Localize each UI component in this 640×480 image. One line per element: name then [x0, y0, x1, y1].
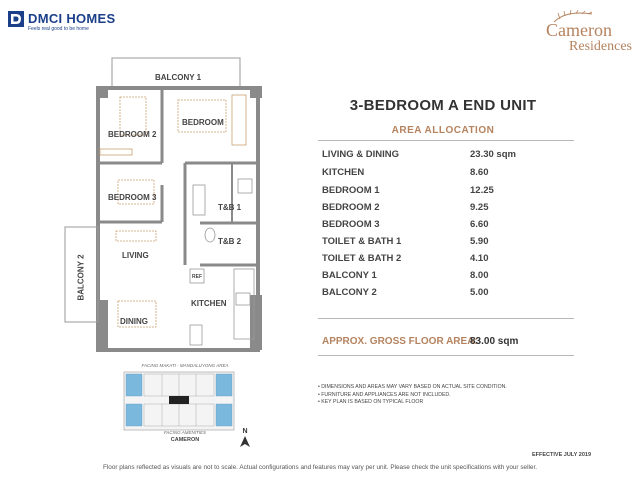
developer-name: DMCI HOMES — [28, 11, 116, 26]
area-label: BALCONY 2 — [322, 287, 377, 298]
area-label: BEDROOM 1 — [322, 185, 380, 196]
area-row — [322, 202, 548, 217]
area-label: LIVING & DINING — [322, 149, 400, 160]
area-value: 8.60 — [470, 167, 489, 178]
area-row — [322, 167, 548, 182]
room-dining: DINING — [120, 317, 148, 326]
area-value: 4.10 — [470, 253, 489, 264]
north-label: N — [242, 428, 248, 435]
north-arrow — [238, 428, 252, 450]
gross-floor-area-label: APPROX. GROSS FLOOR AREA: — [322, 336, 478, 347]
area-label: TOILET & BATH 2 — [322, 253, 402, 264]
area-row — [322, 236, 548, 251]
area-row — [322, 219, 548, 234]
dmci-logo-icon — [8, 11, 24, 27]
developer-tagline: Feels real good to be home — [28, 26, 89, 32]
effective-date: EFFECTIVE JULY 2019 — [532, 452, 591, 458]
area-allocation-heading: AREA ALLOCATION — [391, 125, 495, 136]
keyplan-bottom-caption: FACING AMENITIES — [163, 430, 206, 435]
area-row — [322, 149, 548, 164]
divider — [318, 140, 574, 141]
unit-title: 3-BEDROOM A END UNIT — [349, 97, 537, 114]
room-tb-1: T&B 1 — [218, 203, 242, 212]
area-value: 12.25 — [470, 185, 494, 196]
room-bedroom-1: BEDROOM — [182, 118, 224, 127]
notes — [318, 384, 588, 407]
room-balcony-2: BALCONY 2 — [76, 254, 86, 301]
area-row — [322, 270, 548, 285]
area-value: 5.90 — [470, 236, 489, 247]
room-bedroom-2: BEDROOM 2 — [108, 130, 157, 139]
room-balcony-1: BALCONY 1 — [155, 73, 202, 82]
developer-logo — [8, 9, 138, 39]
note-item: • DIMENSIONS AND AREAS MAY VARY BASED ON ACTUAL SITE CONDITION. — [318, 384, 507, 390]
room-bedroom-3: BEDROOM 3 — [108, 193, 157, 202]
keyplan-bottom-name: CAMERON — [170, 437, 200, 443]
floor-plan — [60, 55, 282, 360]
keyplan-top-caption: FACING MAKATI - MANDALUYONG AREA — [141, 363, 229, 368]
floor-plan-drawing — [60, 55, 282, 360]
area-row — [322, 287, 548, 302]
area-label: BEDROOM 3 — [322, 219, 380, 230]
area-label: TOILET & BATH 1 — [322, 236, 402, 247]
disclaimer: Floor plans reflected as visuals are not to scale. Actual configurations and features may vary per unit. Please check the unit specifications with your seller. — [102, 464, 538, 471]
divider — [318, 355, 574, 356]
project-subtitle: Residences — [569, 39, 632, 54]
north-arrow-icon — [238, 436, 252, 448]
area-value: 23.30 sqm — [470, 149, 516, 160]
note-item: • KEY PLAN IS BASED ON TYPICAL FLOOR — [318, 399, 424, 405]
gross-floor-area-value: 83.00 sqm — [470, 336, 519, 347]
area-label: BEDROOM 2 — [322, 202, 380, 213]
area-value: 9.25 — [470, 202, 489, 213]
area-value: 8.00 — [470, 270, 489, 281]
project-name: Cameron — [546, 20, 612, 40]
divider — [318, 318, 574, 319]
room-kitchen: KITCHEN — [191, 299, 227, 308]
area-row — [322, 253, 548, 268]
area-row — [322, 185, 548, 200]
project-logo — [517, 10, 632, 60]
area-label: KITCHEN — [322, 167, 365, 178]
room-living: LIVING — [122, 251, 149, 260]
area-value: 5.00 — [470, 287, 489, 298]
note-item: • FURNITURE AND APPLIANCES ARE NOT INCLUDED. — [318, 391, 451, 398]
area-value: 6.60 — [470, 219, 489, 230]
room-tb-2: T&B 2 — [218, 237, 242, 246]
area-label: BALCONY 1 — [322, 270, 377, 281]
room-ref: REF — [192, 274, 202, 280]
